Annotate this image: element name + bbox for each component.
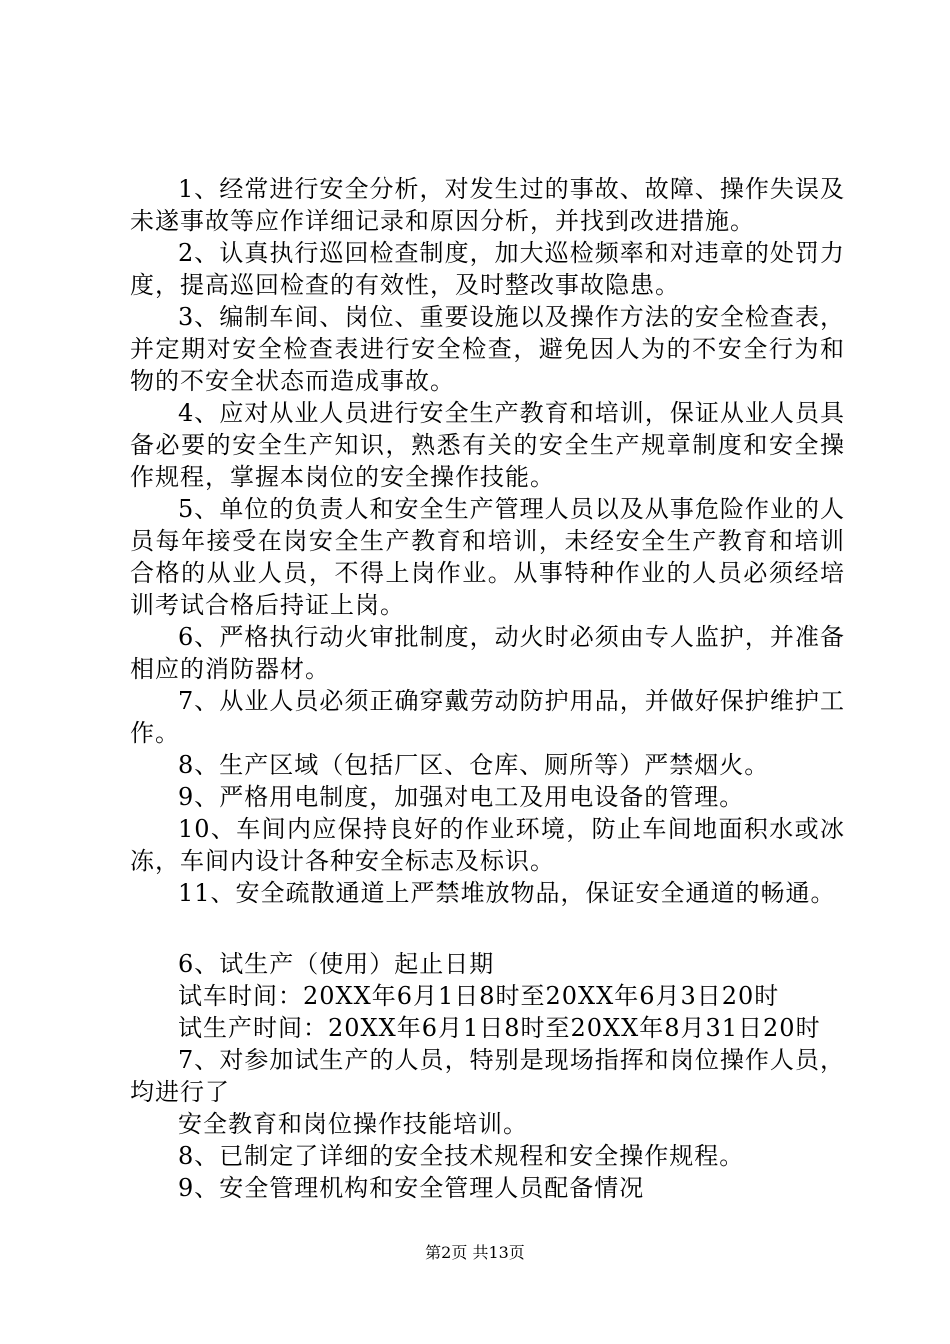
page-number-footer: 第2页 共13页 bbox=[425, 1243, 525, 1262]
paragraph-item-6: 6、严格执行动火审批制度，动火时必须由专人监护，并准备相应的消防器材。 bbox=[130, 623, 845, 683]
paragraph-item-2: 2、认真执行巡回检查制度，加大巡检频率和对违章的处罚力度，提高巡回检查的有效性，及时整改事故隐患。 bbox=[130, 239, 845, 299]
test-run-time: 试车时间：20XX年6月1日8时至20XX年6月3日20时 bbox=[178, 982, 780, 1010]
section-spacer bbox=[130, 909, 845, 948]
trial-production-time: 试生产时间：20XX年6月1日8时至20XX年8月31日20时 bbox=[178, 1014, 821, 1042]
paragraph-item-8: 8、生产区域（包括厂区、仓库、厕所等）严禁烟火。 bbox=[178, 751, 770, 779]
personnel-training-continuation: 安全教育和岗位操作技能培训。 bbox=[178, 1110, 528, 1138]
personnel-training-item: 7、对参加试生产的人员，特别是现场指挥和岗位操作人员，均进行了 bbox=[130, 1046, 845, 1106]
paragraph-item-11: 11、安全疏散通道上严禁堆放物品，保证安全通道的畅通。 bbox=[178, 879, 836, 907]
paragraph-item-9: 9、严格用电制度，加强对电工及用电设备的管理。 bbox=[178, 783, 745, 811]
paragraph-item-1: 1、经常进行安全分析，对发生过的事故、故障、操作失误及未遂事故等应作详细记录和原因分析，并找到改进措施。 bbox=[130, 175, 845, 235]
document-body bbox=[130, 173, 845, 1204]
safety-rules-item: 8、已制定了详细的安全技术规程和安全操作规程。 bbox=[178, 1142, 745, 1170]
paragraph-item-10: 10、车间内应保持良好的作业环境，防止车间地面积水或冰冻，车间内设计各种安全标志及标识。 bbox=[130, 815, 845, 875]
paragraph-item-5: 5、单位的负责人和安全生产管理人员以及从事危险作业的人员每年接受在岗安全生产教育和培训，未经安全生产教育和培训合格的从业人员，不得上岗作业。从事特种作业的人员必须经培训考试合格后持证上岗。 bbox=[130, 495, 845, 619]
paragraph-item-4: 4、应对从业人员进行安全生产教育和培训，保证从业人员具备必要的安全生产知识，熟悉有关的安全生产规章制度和安全操作规程，掌握本岗位的安全操作技能。 bbox=[130, 399, 845, 491]
safety-organization-item: 9、安全管理机构和安全管理人员配备情况 bbox=[178, 1174, 645, 1202]
trial-production-dates-heading: 6、试生产（使用）起止日期 bbox=[178, 950, 495, 978]
paragraph-item-3: 3、编制车间、岗位、重要设施以及操作方法的安全检查表，并定期对安全检查表进行安全检查，避免因人为的不安全行为和物的不安全状态而造成事故。 bbox=[130, 303, 845, 395]
paragraph-item-7: 7、从业人员必须正确穿戴劳动防护用品，并做好保护维护工作。 bbox=[130, 687, 845, 747]
